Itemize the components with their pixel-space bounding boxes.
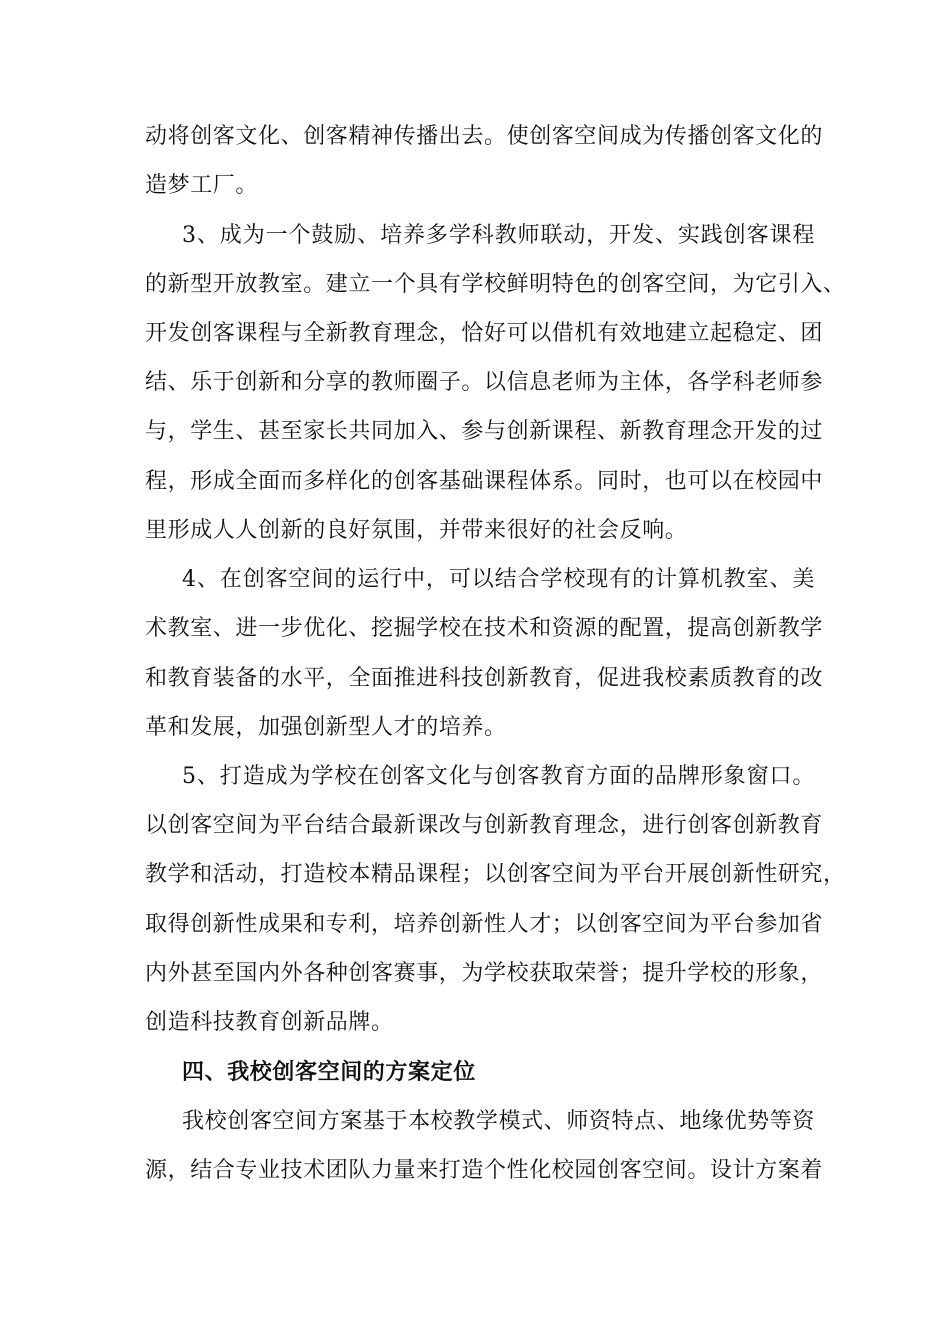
paragraph-5-line-2: 源，结合专业技术团队力量来打造个性化校园创客空间。设计方案着	[145, 1158, 824, 1183]
paragraph-2-line-2: 的新型开放教室。建立一个具有学校鲜明特色的创客空间，为它引入、	[145, 272, 846, 297]
paragraph-4-line-2: 以创客空间为平台结合最新课改与创新教育理念，进行创客创新教育	[145, 813, 824, 838]
paragraph-3-line-3: 和教育装备的水平，全面推进科技创新教育，促进我校素质教育的改	[145, 666, 824, 691]
section-heading: 四、我校创客空间的方案定位	[182, 1059, 476, 1085]
paragraph-2-line-3: 开发创客课程与全新教育理念，恰好可以借机有效地建立起稳定、团	[145, 321, 824, 346]
paragraph-2-line-5: 与，学生、甚至家长共同加入、参与创新课程、新教育理念开发的过	[145, 419, 824, 444]
paragraph-4-line-6: 创造科技教育创新品牌。	[145, 1010, 394, 1035]
paragraph-2-line-1: 3、成为一个鼓励、培养多学科教师联动，开发、实践创客课程	[182, 223, 815, 248]
paragraph-4-line-1: 5、打造成为学校在创客文化与创客教育方面的品牌形象窗口。	[182, 764, 815, 789]
paragraph-3-line-1: 4、在创客空间的运行中，可以结合学校现有的计算机教室、美	[182, 567, 815, 592]
paragraph-4-line-4: 取得创新性成果和专利，培养创新性人才；以创客空间为平台参加省	[145, 912, 824, 937]
paragraph-5-line-1: 我校创客空间方案基于本校教学模式、师资特点、地缘优势等资	[182, 1109, 815, 1134]
paragraph-3-line-4: 革和发展，加强创新型人才的培养。	[145, 715, 507, 740]
paragraph-2-line-4: 结、乐于创新和分享的教师圈子。以信息老师为主体，各学科老师参	[145, 370, 824, 395]
paragraph-1-line-1: 动将创客文化、创客精神传播出去。使创客空间成为传播创客文化的	[145, 124, 824, 149]
paragraph-1-line-2: 造梦工厂。	[145, 173, 259, 198]
paragraph-4-line-5: 内外甚至国内外各种创客赛事，为学校获取荣誉；提升学校的形象，	[145, 961, 824, 986]
paragraph-3-line-2: 术教室、进一步优化、挖掘学校在技术和资源的配置，提高创新教学	[145, 616, 824, 641]
paragraph-2-line-6: 程，形成全面而多样化的创客基础课程体系。同时，也可以在校园中	[145, 469, 824, 494]
paragraph-4-line-3: 教学和活动，打造校本精品课程；以创客空间为平台开展创新性研究，	[145, 862, 846, 887]
paragraph-2-line-7: 里形成人人创新的良好氛围，并带来很好的社会反响。	[145, 518, 688, 543]
